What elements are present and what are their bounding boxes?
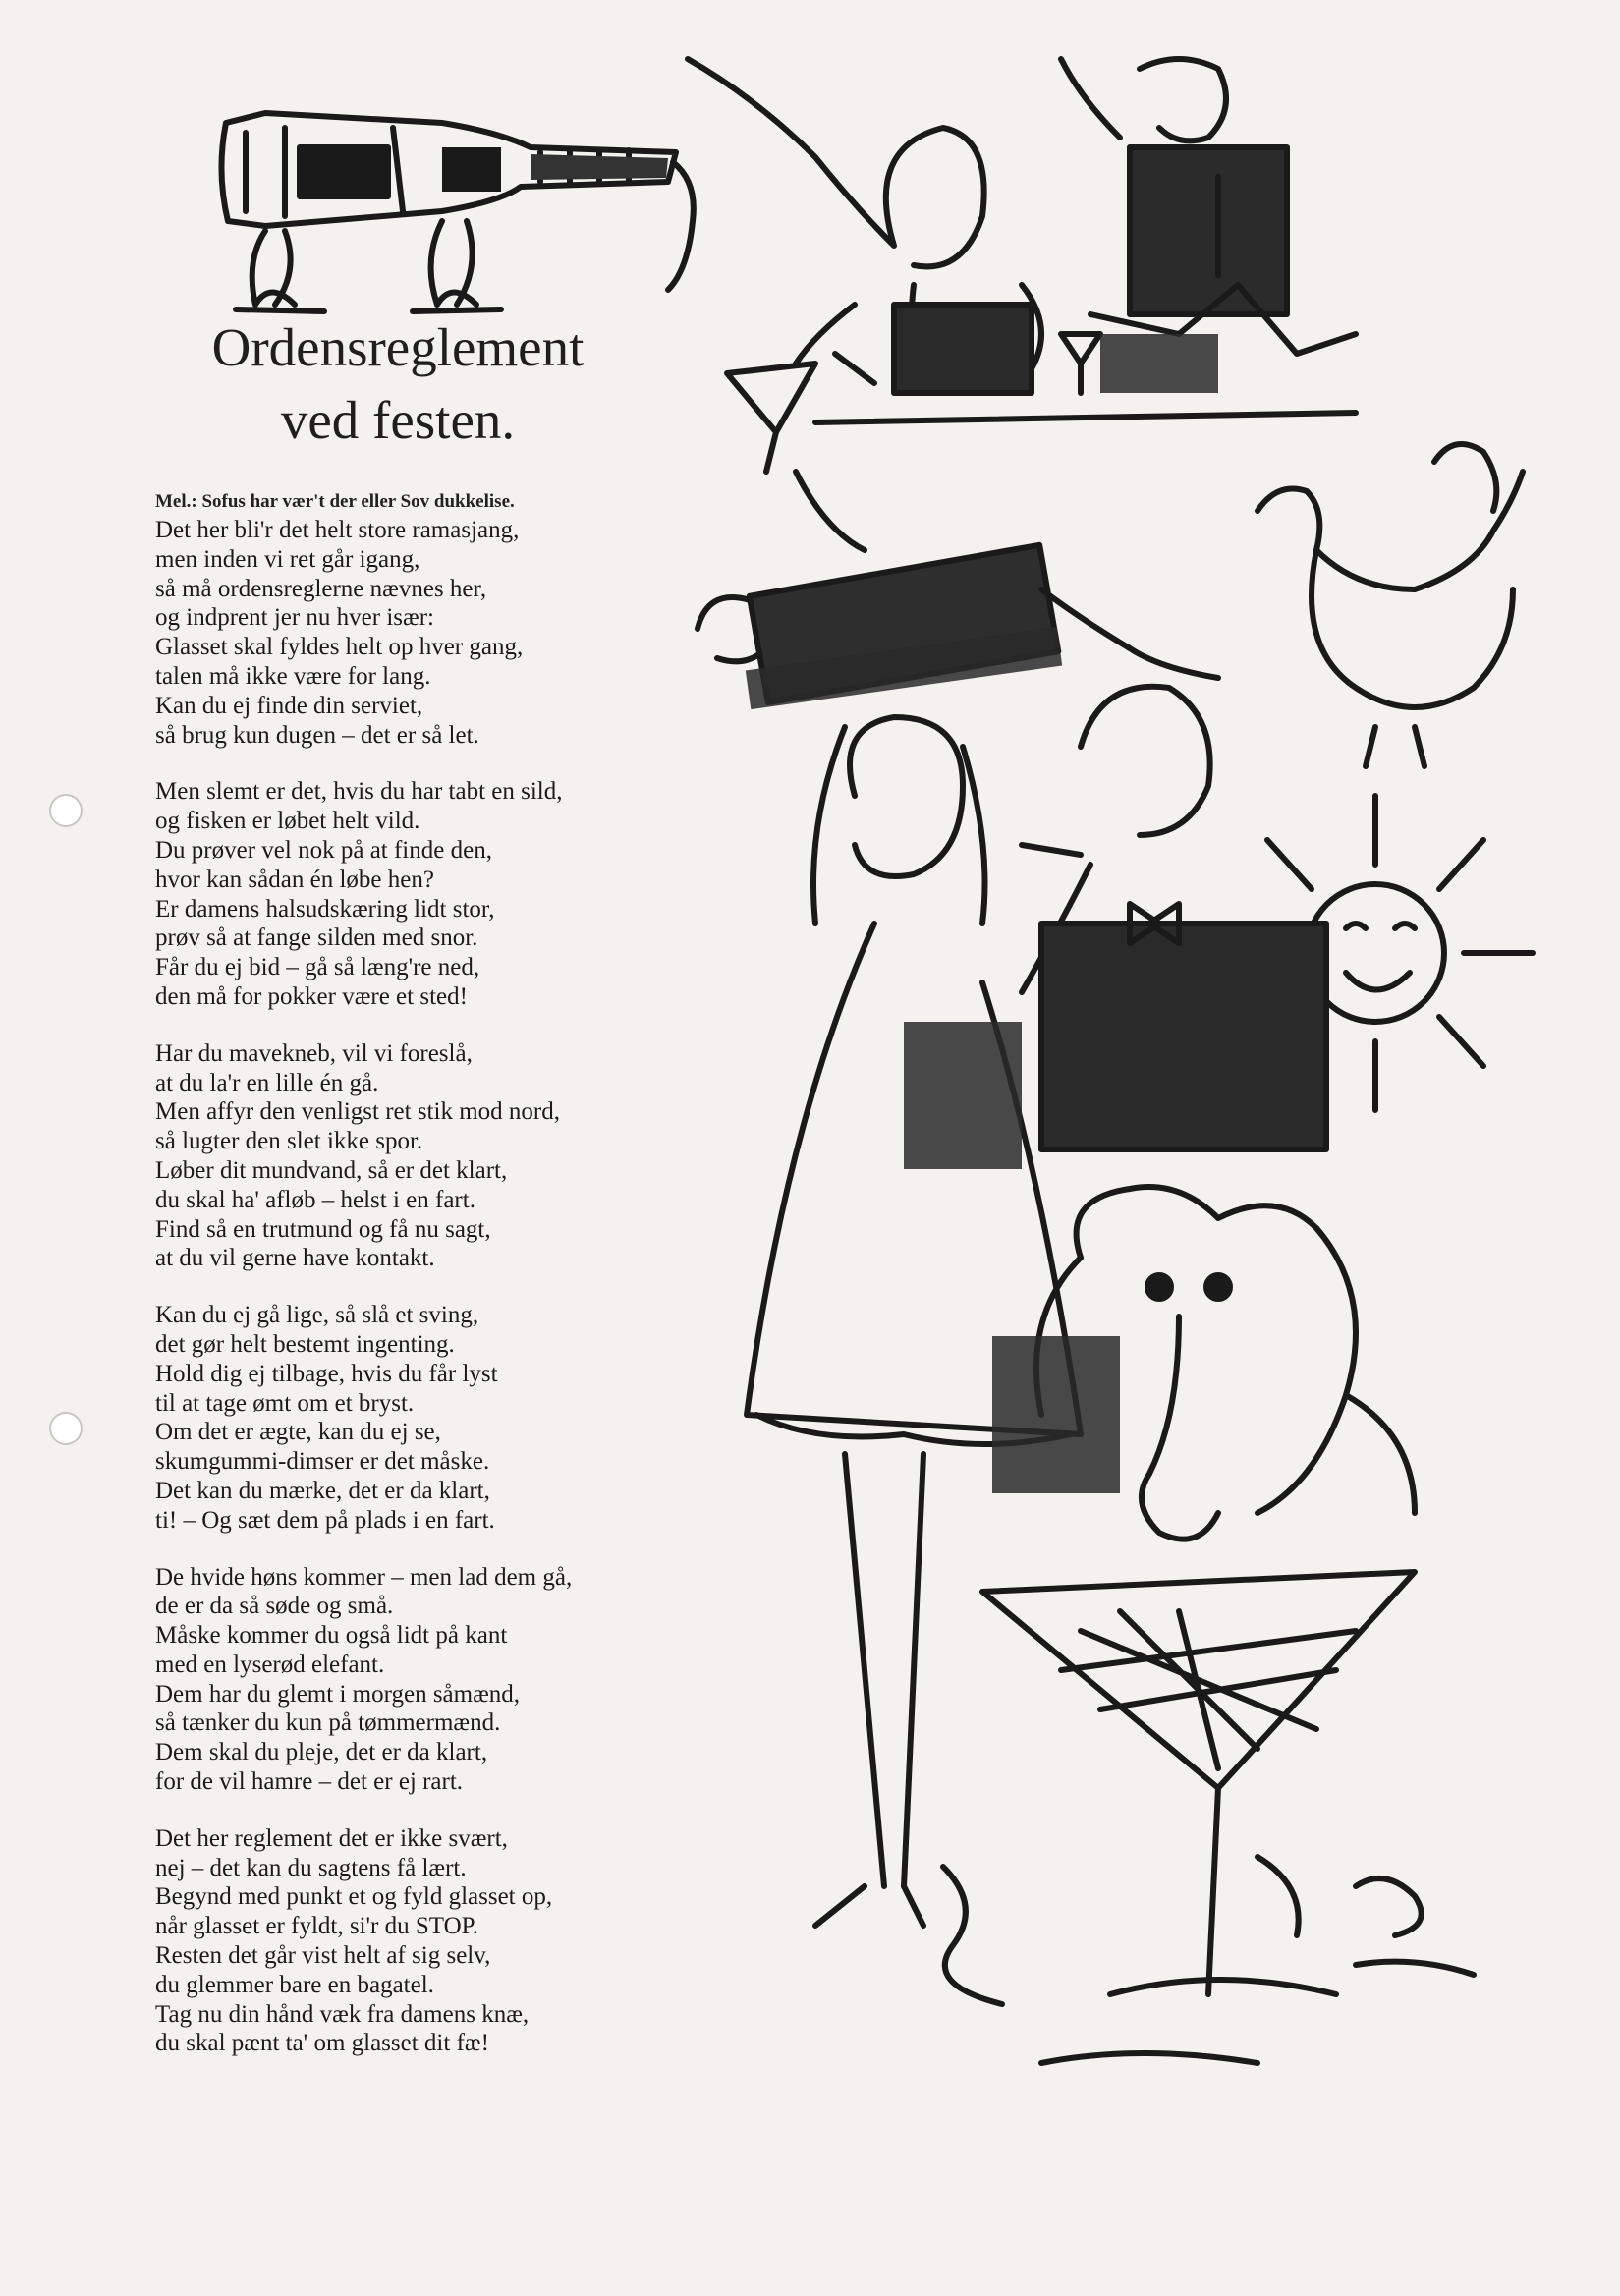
verse-line: Men slemt er det, hvis du har tabt en sild, [155,778,563,806]
verse-line: Det her reglement det er ikke svært, [155,1824,508,1852]
bottle-illustration [206,93,717,324]
verse-line: talen må ikke være for lang. [155,662,431,690]
verse-line: Dem har du glemt i morgen såmænd, [155,1680,521,1708]
verse-line: du skal pænt ta' om glasset dit fæ! [155,2030,489,2057]
verse-line: Måske kommer du også lidt på kant [155,1622,508,1650]
stanza-4 [155,1301,705,1535]
verse-line: nej – det kan du sagtens få lært. [155,1854,467,1881]
verse-line: Har du mavekneb, vil vi foreslå, [155,1039,473,1067]
dancing-woman-drawing [850,717,963,876]
verse-line: det gør helt bestemt ingenting. [155,1330,455,1358]
verse-line: så må ordensreglerne nævnes her, [155,575,487,602]
verse-line: og indprent jer nu hver især: [155,604,434,632]
verse-line: du skal ha' afløb – helst i en fart. [155,1186,475,1213]
verse-line: Om det er ægte, kan du ej se, [155,1419,441,1446]
verse-line: ti! – Og sæt dem på plads i en fart. [155,1506,495,1534]
title-line-1: Ordensreglement [211,317,585,377]
verse-line: og fisken er løbet helt vild. [155,808,420,835]
verse-line: Men affyr den venligst ret stik mod nord, [155,1098,560,1126]
verse-line: Tag nu din hånd væk fra damens knæ, [155,2000,530,2028]
verse-line: Glasset skal fyldes helt op hver gang, [155,634,524,661]
verse-line: Kan du ej finde din serviet, [155,692,423,719]
verse-line: Det kan du mærke, det er da klart, [155,1477,490,1504]
punch-hole-top [49,794,83,827]
verse-line: for de vil hamre – det er ej rart. [155,1768,464,1796]
verse-line: den må for pokker være et sted! [155,982,468,1010]
melody-note: Mel.: Sofus har vær't der eller Sov dukkelise. [155,491,515,512]
verse-line: så tænker du kun på tømmermænd. [155,1709,501,1737]
song-verses [155,516,705,2086]
verse-line: men inden vi ret går igang, [155,545,420,573]
verse-line: Dem skal du pleje, det er da klart, [155,1739,488,1766]
verse-line: hvor kan sådan én løbe hen? [155,866,434,893]
verse-line: Det her bli'r det helt store ramasjang, [155,517,520,543]
white-hens-drawing [1257,472,1523,589]
verse-line: at du la'r en lille én gå. [155,1069,379,1096]
verse-line: Løber dit mundvand, så er det klart, [155,1156,508,1184]
tuxedo-man-drawing [1081,687,1210,835]
verse-line: prøv så at fange silden med snor. [155,924,478,952]
verse-line: Find så en trutmund og få nu sagt, [155,1215,491,1243]
title-line-2: ved festen. [280,390,516,450]
verse-line: Får du ej bid – gå så læng're ned, [155,954,480,981]
verse-line: med en lyserød elefant. [155,1651,385,1678]
verse-line: til at tage ømt om et bryst. [155,1389,415,1417]
verse-line: du glemmer bare en bagatel. [155,1971,434,1998]
punch-hole-bottom [49,1412,83,1445]
verse-line: så lugter den slet ikke spor. [155,1128,423,1155]
man-with-knife-drawing [1061,59,1226,140]
stanza-5 [155,1563,705,1797]
verse-line: Du prøver vel nok på at finde den, [155,836,492,864]
stanza-3 [155,1039,705,1273]
verse-line: skumgummi-dimser er det måske. [155,1448,490,1476]
verse-line: Kan du ej gå lige, så slå et sving, [155,1302,479,1329]
martini-glass-drawing [727,364,815,472]
verse-line: Begynd med punkt et og fyld glasset op, [155,1883,553,1911]
cocktail-glass-drawing [982,1572,1415,1994]
verse-line: De hvide høns kommer – men lad dem gå, [155,1563,573,1591]
verse-line: Hold dig ej tilbage, hvis du får lyst [155,1360,498,1387]
verse-line: de er da så søde og små. [155,1593,394,1620]
stanza-6 [155,1824,705,2058]
verse-line: så brug kun dugen – det er så let. [155,721,479,749]
party-cartoon-illustration [668,39,1552,2102]
cheering-woman-drawing [688,59,984,266]
verse-line: Er damens halsudskæring lidt stor, [155,895,495,923]
stanza-2 [155,777,705,1011]
verse-line: Resten det går vist helt af sig selv, [155,1942,491,1970]
verse-line: at du vil gerne have kontakt. [155,1245,435,1272]
verse-line: når glasset er fyldt, si'r du STOP. [155,1913,479,1940]
stanza-1 [155,516,705,750]
